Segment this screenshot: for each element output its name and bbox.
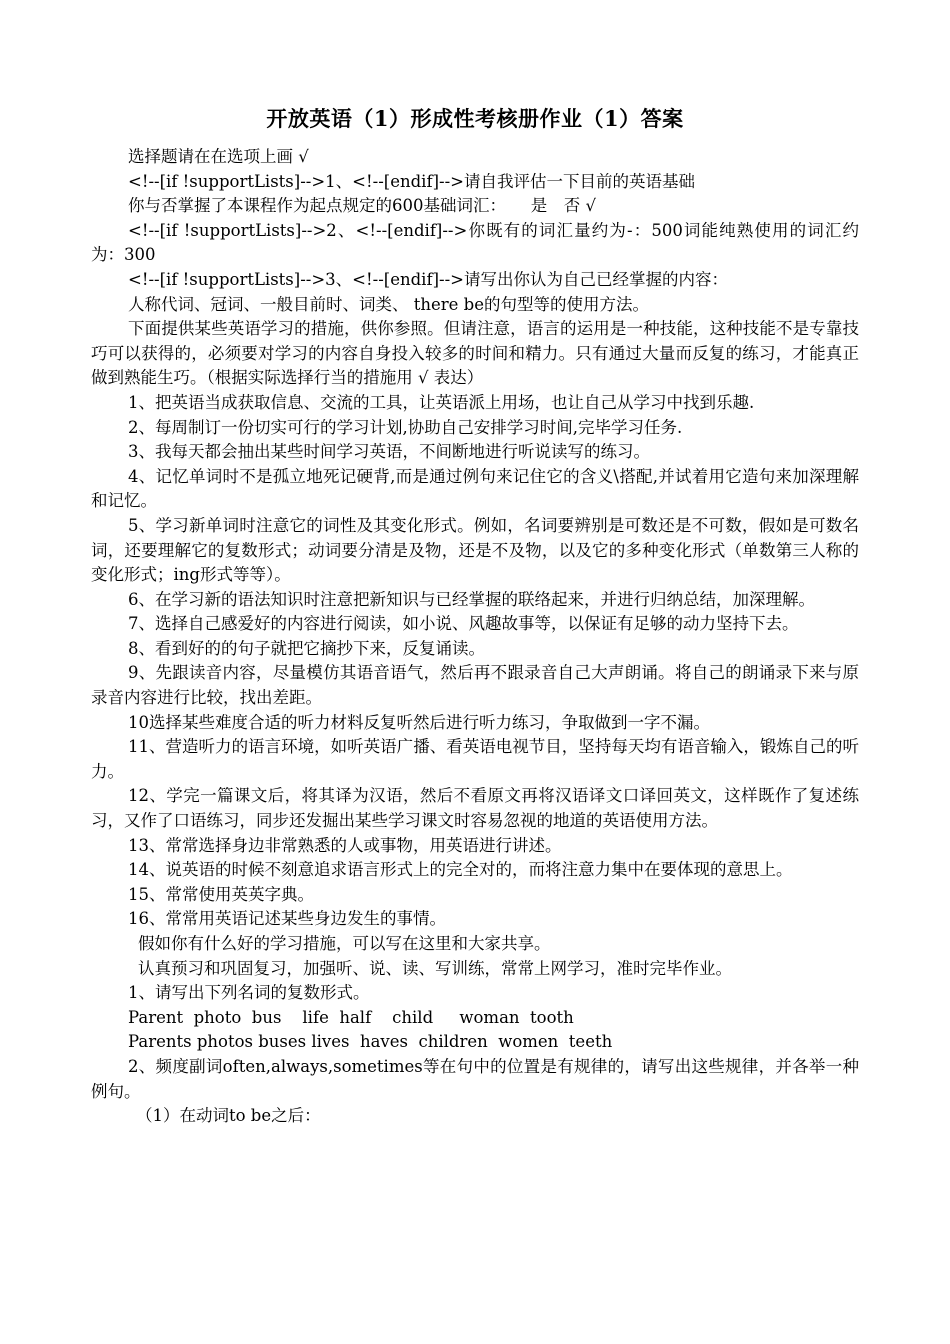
instruction-line: 选择题请在在选项上画 √ bbox=[128, 147, 309, 166]
document-page bbox=[91, 105, 859, 1129]
method-item: 10选择某些难度合适的听力材料反复听然后进行听力练习，争取做到一字不漏。 bbox=[128, 712, 710, 732]
method-item: 1、把英语当成获取信息、交流的工具，让英语派上用场，也让自己从学习中找到乐趣. bbox=[128, 392, 755, 412]
methods-intro: 下面提供某些英语学习的措施，供你参照。但请注意，语言的运用是一种技能，这种技能不是专靠技巧可以获得的，必须要对学习的内容自身投入较多的时间和精力。只有通过大量而反复的练习，才能真正做到熟能生巧。（根据实际选择行当的措施用 √ 表达） bbox=[91, 319, 859, 388]
method-item: 9、先跟读音内容，尽量模仿其语音语气，然后再不跟录音自己大声朗诵。将自己的朗诵录下来与原录音内容进行比较，找出差距。 bbox=[91, 663, 859, 708]
method-item: 16、常常用英语记述某些身边发生的事情。 bbox=[128, 909, 446, 929]
method-item: 13、常常选择身边非常熟悉的人或事物，用英语进行讲述。 bbox=[128, 835, 562, 855]
method-item: 4、记忆单词时不是孤立地死记硬背,而是通过例句来记住它的含义\搭配,并试着用它造句来加深理解和记忆。 bbox=[91, 466, 859, 511]
exercise-1-nouns: Parent photo bus life half child woman tooth bbox=[128, 1007, 574, 1027]
method-item: 15、常常使用英英字典。 bbox=[128, 884, 314, 904]
method-item: 8、看到好的的句子就把它摘抄下来，反复诵读。 bbox=[128, 638, 485, 658]
share-prompt: 假如你有什么好的学习措施，可以写在这里和大家共享。 bbox=[138, 934, 551, 953]
share-answer: 认真预习和巩固复习，加强听、说、读、写训练，常常上网学习，准时完毕作业。 bbox=[138, 958, 732, 978]
method-item: 6、在学习新的语法知识时注意把新知识与已经掌握的联络起来，并进行归纳总结，加深理解。 bbox=[128, 589, 815, 609]
method-item: 2、每周制订一份切实可行的学习计划,协助自己安排学习时间,完毕学习任务. bbox=[128, 417, 683, 437]
method-item: 11、营造听力的语言环境，如听英语广播、看英语电视节目，坚持每天均有语音输入，锻炼自己的听力。 bbox=[91, 737, 859, 781]
method-item: 3、我每天都会抽出某些时间学习英语，不间断地进行听说读写的练习。 bbox=[128, 442, 650, 462]
question-1: <!--[if !supportLists]-->1、<!--[endif]-->请自我评估一下目前的英语基础 bbox=[128, 171, 695, 191]
method-item: 14、说英语的时候不刻意追求语言形式上的完全对的，而将注意力集中在要体现的意思上。 bbox=[128, 860, 793, 880]
exercise-1-plurals: Parents photos buses lives haves children women teeth bbox=[128, 1032, 613, 1052]
exercise-2-question: 2、频度副词often,always,sometimes等在句中的位置是有规律的，请写出这些规律，并各举一种例句。 bbox=[91, 1056, 859, 1101]
exercise-2-sub-1: （1）在动词to be之后： bbox=[136, 1106, 321, 1126]
document-title: 开放英语（1）形成性考核册作业（1）答案 bbox=[266, 106, 684, 131]
method-item: 5、学习新单词时注意它的词性及其变化形式。例如，名词要辨别是可数还是不可数，假如是可数名词，还要理解它的复数形式；动词要分清是及物，还是不及物，以及它的多种变化形式（单数第三人称的变化形式；ing形式等等）。 bbox=[91, 515, 859, 585]
question-3: <!--[if !supportLists]-->3、<!--[endif]-->请写出你认为自己已经掌握的内容： bbox=[128, 269, 728, 289]
question-1-answer: 你与否掌握了本课程作为起点规定的600基础词汇： 是 否 √ bbox=[128, 196, 597, 216]
method-item: 7、选择自己感爱好的内容进行阅读，如小说、风趣故事等，以保证有足够的动力坚持下去。 bbox=[128, 614, 799, 634]
question-2: <!--[if !supportLists]-->2、<!--[endif]-->你既有的词汇量约为-：500词能纯熟使用的词汇约为：300 bbox=[91, 220, 859, 265]
method-item: 12、学完一篇课文后，将其译为汉语，然后不看原文再将汉语译文口译回英文，这样既作了复述练习，又作了口语练习，同步还发掘出某些学习课文时容易忽视的地道的英语使用方法。 bbox=[91, 786, 859, 831]
question-3-answer: 人称代词、冠词、一般目前时、词类、 there be的句型等的使用方法。 bbox=[128, 294, 649, 314]
exercise-1-question: 1、请写出下列名词的复数形式。 bbox=[128, 983, 370, 1003]
